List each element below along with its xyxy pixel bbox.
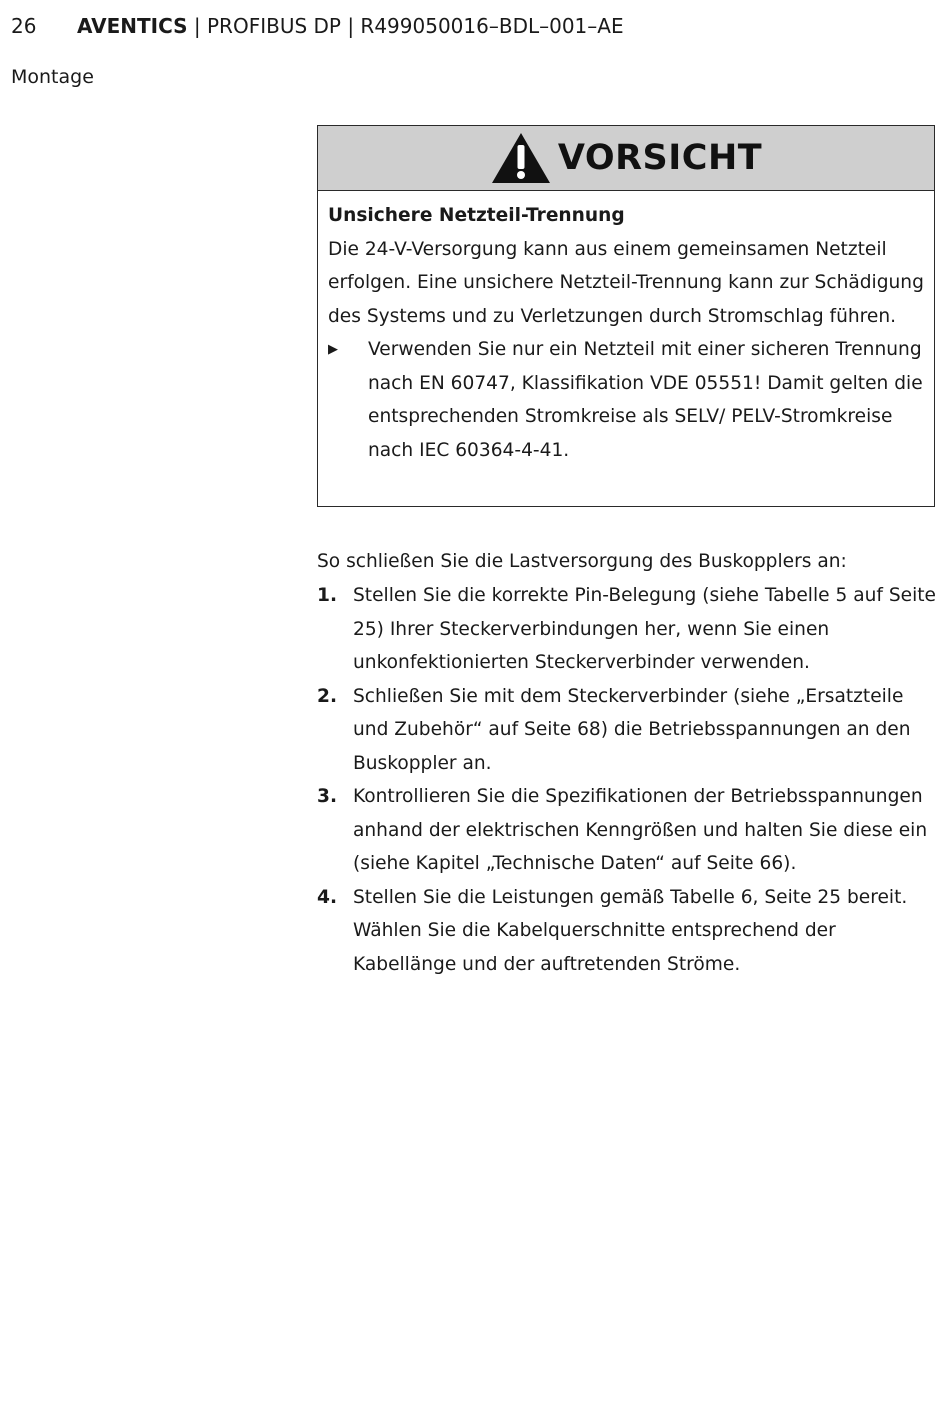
step-text: Schließen Sie mit dem Steckerverbinder (siehe „Ersatzteile und Zubehör“ auf Seite 68) die Betriebsspannungen an den Buskoppler an. [353, 685, 911, 774]
warning-triangle-icon [490, 131, 552, 185]
page-header [11, 12, 624, 40]
list-item [317, 881, 942, 982]
step-number: 4. [317, 886, 338, 908]
step-number: 1. [317, 585, 338, 606]
warning-title: VORSICHT [557, 138, 763, 178]
page-number: 26 [11, 14, 37, 38]
warning-action-text: Verwenden Sie nur ein Netzteil mit einer sicheren Trennung nach EN 60747, Klassifikation VDE 05551! Damit gelten die entsprechenden Stromkreise als SELV/ PELV-Stromkreise nach IEC 60364-4-41. [368, 339, 923, 461]
warning-body [318, 191, 934, 467]
step-text: Stellen Sie die korrekte Pin-Belegung (siehe Tabelle 5 auf Seite 25) Ihrer Steckerverbindungen her, wenn Sie einen unkonfektionierten Steckerverbinder verwenden. [353, 585, 936, 673]
section-title: Montage [11, 66, 94, 88]
warning-text: Die 24-V-Versorgung kann aus einem gemeinsamen Netzteil erfolgen. Eine unsichere Netzteil-Trennung kann zur Schädigung des Systems und zu Verletzungen durch Stromschlag führen. [328, 238, 924, 327]
intro-text: So schließen Sie die Lastversorgung des Buskopplers an: [317, 551, 847, 572]
list-item [317, 780, 942, 881]
list-item [317, 680, 942, 781]
step-text: Kontrollieren Sie die Spezifikationen der Betriebsspannungen anhand der elektrischen Kenngrößen und halten Sie diese ein (siehe Kapitel „Technische Daten“ auf Seite 66). [353, 786, 928, 874]
brand-name: AVENTICS [77, 14, 188, 38]
warning-action [328, 333, 924, 467]
warning-box [317, 125, 935, 507]
step-list [317, 579, 942, 981]
step-text: Stellen Sie die Leistungen gemäß Tabelle 6, Seite 25 bereit. Wählen Sie die Kabelquerschnitte entsprechend der Kabellänge und der auftretenden Ströme. [353, 886, 908, 975]
warning-header [318, 126, 934, 191]
document-id: | PROFIBUS DP | R499050016–BDL–001–AE [187, 14, 624, 38]
list-item [317, 579, 942, 680]
arrow-right-icon: ▶ [328, 342, 338, 357]
step-number: 2. [317, 685, 338, 707]
step-number: 3. [317, 786, 338, 807]
warning-subtitle: Unsichere Netzteil-Trennung [328, 205, 625, 226]
